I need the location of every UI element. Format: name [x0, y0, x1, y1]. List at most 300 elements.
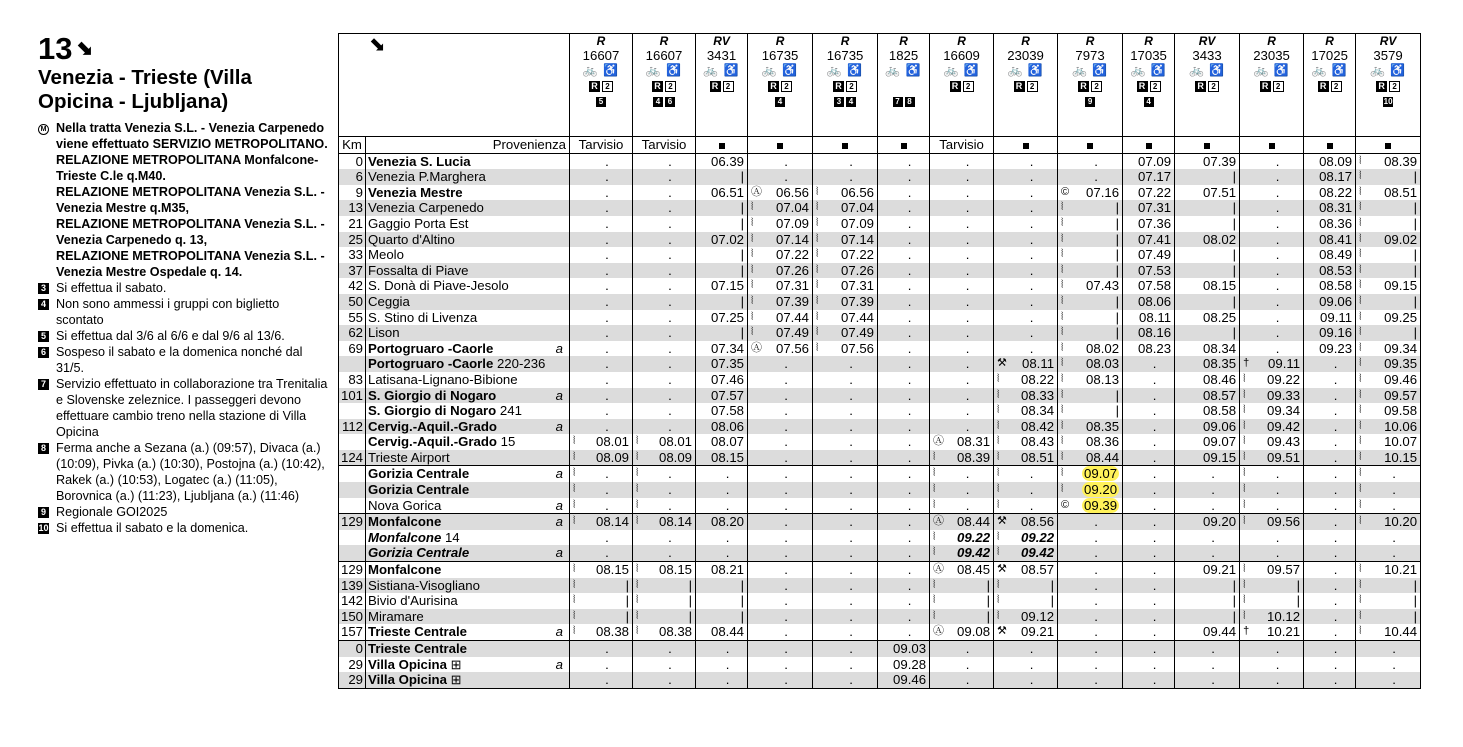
time-value: .: [784, 169, 788, 185]
time-cell: [696, 562, 748, 578]
time-cell: [994, 247, 1058, 263]
time-cell: [930, 466, 994, 482]
origin-square-icon: [719, 143, 725, 149]
time-value: .: [1333, 434, 1338, 450]
time-symbol: ⦚: [816, 248, 819, 261]
time-cell: [1304, 562, 1356, 578]
time-value: 10.07: [1384, 434, 1418, 450]
station-name: Lison: [368, 325, 400, 341]
time-value: 10.12: [1267, 608, 1301, 624]
time-cell: [633, 247, 696, 263]
train-category: R: [775, 34, 785, 48]
time-value: .: [1392, 672, 1396, 688]
class-box: 2: [1150, 81, 1161, 92]
time-value: .: [605, 247, 609, 263]
table-row: [339, 624, 1421, 640]
highlighted-time: 09.07: [1084, 466, 1118, 482]
km-cell: [339, 403, 366, 419]
table-row: [339, 388, 1421, 404]
time-cell: [930, 419, 994, 435]
bike-wheelchair-icon: 🚲 ♿: [1071, 63, 1109, 77]
time-cell: [748, 356, 813, 372]
time-cell: [1175, 466, 1240, 482]
provenienza-cell: [1304, 137, 1356, 154]
time-value: .: [725, 545, 730, 561]
origin-square-icon: [1269, 143, 1275, 149]
time-value: .: [725, 656, 730, 672]
time-symbol: ⦚: [1243, 483, 1246, 496]
time-value: .: [1029, 200, 1034, 216]
time-cell: [633, 530, 696, 546]
time-cell: [1175, 593, 1240, 609]
time-value: .: [849, 514, 853, 530]
time-value: 07.39: [841, 293, 875, 309]
time-value: .: [965, 340, 970, 356]
time-cell: [930, 450, 994, 466]
bike-wheelchair-icon: 🚲 ♿: [645, 63, 683, 77]
time-cell: [1356, 388, 1421, 404]
time-symbol: ⦚: [933, 609, 936, 622]
time-cell: [813, 247, 878, 263]
time-cell: [633, 641, 696, 657]
km-cell: 29: [339, 672, 366, 688]
time-cell: [878, 200, 930, 216]
time-cell: [633, 466, 696, 482]
time-value: 09.11: [1268, 356, 1301, 372]
station-cell: [366, 624, 570, 640]
time-cell: [994, 278, 1058, 294]
train-category: RV: [1379, 34, 1397, 48]
time-cell: [1058, 562, 1123, 578]
time-symbol: ⦚: [1061, 435, 1064, 448]
train-column-16735: [813, 34, 878, 137]
time-cell: [1058, 482, 1123, 498]
time-symbol: ⦚: [1061, 279, 1064, 292]
time-symbol: Ⓐ: [933, 435, 945, 448]
time-cell: [878, 169, 930, 185]
time-cell: [1356, 294, 1421, 310]
time-symbol: ⦚: [1359, 483, 1362, 496]
time-symbol: ⦚: [751, 232, 754, 245]
station-cell: [366, 403, 570, 419]
time-value: |: [1413, 608, 1418, 624]
time-symbol: ⦚: [1243, 450, 1246, 463]
train-column-3431: [696, 34, 748, 137]
km-cell: 101: [339, 388, 366, 404]
time-cell: [1123, 434, 1175, 450]
bike-wheelchair-icon: 🚲 ♿: [1311, 63, 1348, 77]
origin-square-icon: [1204, 143, 1210, 149]
ticket-class-boxes: [633, 78, 695, 93]
time-symbol: ⚒: [997, 357, 1007, 370]
time-value: .: [1152, 593, 1157, 609]
time-value: |: [740, 247, 745, 263]
km-cell: 150: [339, 609, 366, 625]
time-symbol: ⦚: [816, 263, 819, 276]
footnote-marks: [1175, 93, 1239, 107]
time-value: .: [668, 482, 672, 498]
class-box: R: [1014, 81, 1025, 92]
time-value: .: [1275, 466, 1280, 482]
time-cell: [813, 310, 878, 326]
time-value: 10.21: [1267, 624, 1301, 640]
class-box: 2: [723, 81, 734, 92]
time-cell: [813, 325, 878, 341]
provenienza-cell: [813, 137, 878, 154]
time-value: .: [668, 656, 672, 672]
time-value: .: [1333, 641, 1338, 656]
time-value: |: [740, 577, 745, 593]
time-cell: [633, 185, 696, 201]
time-value: .: [907, 449, 912, 465]
time-symbol: ⦚: [1359, 326, 1362, 339]
time-value: 08.51: [1021, 449, 1055, 465]
ticket-class-boxes: [930, 78, 993, 93]
time-value: .: [605, 356, 609, 372]
time-value: .: [965, 325, 970, 341]
time-value: .: [1029, 672, 1034, 688]
time-cell: [1356, 403, 1421, 419]
train-category: R: [899, 34, 908, 48]
time-value: 08.15: [659, 562, 693, 578]
time-value: 07.22: [1138, 184, 1172, 200]
time-cell: [1123, 247, 1175, 263]
time-cell: [930, 388, 994, 404]
time-cell: [930, 562, 994, 578]
time-value: 08.53: [1319, 262, 1353, 278]
time-symbol: ⦚: [1359, 419, 1362, 432]
time-symbol: ⦚: [1243, 515, 1246, 528]
time-value: .: [668, 309, 672, 325]
time-cell: [930, 247, 994, 263]
time-value: 07.56: [776, 340, 810, 356]
time-value: 09.42: [1267, 418, 1301, 434]
station-name: Venezia Carpenedo: [368, 200, 484, 216]
time-value: 07.15: [711, 278, 745, 294]
time-value: 09.42: [957, 545, 991, 561]
time-cell: [748, 153, 813, 169]
train-category: R: [659, 34, 669, 48]
time-cell: [994, 562, 1058, 578]
time-cell: [1123, 514, 1175, 530]
time-value: 08.35: [1203, 356, 1237, 372]
time-cell: [813, 562, 878, 578]
time-value: .: [849, 545, 853, 561]
time-value: |: [740, 325, 745, 341]
time-cell: [1240, 545, 1304, 561]
time-symbol: ⦚: [573, 467, 576, 480]
time-cell: [1175, 403, 1240, 419]
arrival-marker: a: [555, 418, 564, 434]
note-marker-8: 8: [38, 443, 49, 454]
table-row: [339, 310, 1421, 326]
time-cell: [748, 578, 813, 594]
table-row: [339, 419, 1421, 435]
footnote-mark: 7: [893, 97, 903, 107]
time-cell: [1123, 356, 1175, 372]
time-cell: [994, 403, 1058, 419]
time-value: .: [1152, 497, 1157, 513]
time-value: 07.04: [841, 200, 875, 216]
note-12: 10 Si effettua il sabato e la domenica.: [38, 521, 249, 535]
class-box: R: [1318, 81, 1329, 92]
time-value: .: [1211, 641, 1215, 656]
arrival-marker: a: [555, 387, 564, 403]
station-name: Villa Opicina: [368, 656, 447, 672]
time-value: .: [1152, 449, 1157, 465]
time-value: .: [1211, 497, 1215, 513]
time-symbol: ⦚: [997, 404, 1000, 417]
train-number: 16735: [826, 48, 864, 63]
time-cell: [1240, 388, 1304, 404]
time-cell: [1356, 372, 1421, 388]
time-cell: [633, 216, 696, 232]
time-cell: [570, 434, 633, 450]
time-symbol: ⦚: [751, 310, 754, 323]
time-value: .: [1029, 215, 1034, 231]
time-cell: [570, 247, 633, 263]
time-cell: [1058, 530, 1123, 546]
time-value: 08.09: [659, 449, 693, 465]
time-cell: [1356, 356, 1421, 372]
time-cell: [813, 294, 878, 310]
time-cell: [1356, 341, 1421, 357]
table-row: [339, 263, 1421, 279]
time-cell: [1240, 466, 1304, 482]
arrival-marker: a: [555, 497, 564, 513]
time-cell: [1304, 388, 1356, 404]
station-cell: [366, 294, 570, 310]
time-symbol: ⦚: [933, 498, 936, 511]
provenienza-cell: [1356, 137, 1421, 154]
time-cell: [1356, 593, 1421, 609]
time-value: .: [1392, 497, 1396, 513]
time-cell: [696, 624, 748, 640]
bike-wheelchair-icon: 🚲 ♿: [1253, 63, 1290, 77]
time-symbol: ⦚: [1359, 578, 1362, 591]
border-station-icon: ⊞: [446, 672, 462, 688]
time-cell: [1058, 434, 1123, 450]
time-value: .: [1275, 169, 1280, 185]
time-value: 09.08: [957, 624, 991, 640]
station-name: Portogruaro -Caorle: [368, 340, 494, 356]
class-box: R: [1260, 81, 1271, 92]
time-cell: [930, 514, 994, 530]
time-value: .: [784, 449, 788, 465]
time-value: .: [605, 371, 609, 387]
time-value: 07.16: [1086, 184, 1120, 200]
time-value: .: [1275, 641, 1280, 656]
time-value: 09.11: [1320, 309, 1353, 325]
time-value: .: [784, 153, 788, 169]
time-cell: [1240, 593, 1304, 609]
time-value: .: [1094, 656, 1098, 672]
time-value: .: [605, 387, 609, 403]
time-cell: [1123, 200, 1175, 216]
time-cell: [1304, 545, 1356, 561]
class-box: 2: [781, 81, 792, 92]
time-value: .: [1211, 466, 1215, 482]
station-name: Villa Opicina: [368, 672, 447, 688]
time-cell: [696, 514, 748, 530]
time-value: 08.17: [1319, 169, 1353, 185]
time-cell: [748, 247, 813, 263]
time-value: 08.01: [596, 434, 630, 450]
time-cell: [1356, 200, 1421, 216]
time-value: .: [605, 340, 609, 356]
time-value: .: [725, 529, 730, 545]
time-value: .: [1333, 529, 1338, 545]
time-cell: [570, 216, 633, 232]
time-cell: [994, 482, 1058, 498]
ticket-class-boxes: [570, 78, 632, 93]
km-cell: [339, 482, 366, 498]
time-cell: [878, 672, 930, 688]
time-cell: [930, 372, 994, 388]
train-category: R: [1267, 34, 1276, 48]
time-cell: [1356, 466, 1421, 482]
time-value: 08.03: [1086, 356, 1120, 372]
time-symbol: ⦚: [751, 263, 754, 276]
time-symbol: ⦚: [1359, 232, 1362, 245]
time-symbol: ⦚: [997, 388, 1000, 401]
time-cell: [696, 657, 748, 673]
table-row: [339, 294, 1421, 310]
time-cell: [1240, 657, 1304, 673]
time-cell: [1356, 232, 1421, 248]
time-value: |: [1115, 200, 1120, 216]
time-value: .: [1333, 608, 1338, 624]
time-symbol: ⦚: [1359, 404, 1362, 417]
station-name: S. Giorgio di Nogaro: [368, 387, 497, 403]
time-value: .: [965, 278, 970, 294]
time-symbol: ⦚: [1061, 294, 1064, 307]
time-value: .: [849, 672, 853, 688]
time-cell: [1123, 562, 1175, 578]
note-marker-4: 4: [38, 299, 49, 310]
time-cell: [1356, 325, 1421, 341]
time-value: |: [625, 608, 630, 624]
time-symbol: ⦚: [816, 216, 819, 229]
time-value: .: [907, 545, 912, 561]
time-value: 07.39: [1203, 153, 1237, 169]
table-row: [339, 562, 1421, 578]
footnote-marks: [994, 93, 1057, 107]
time-cell: [1356, 672, 1421, 688]
time-symbol: ⦚: [1243, 467, 1246, 480]
time-value: |: [740, 200, 745, 216]
time-value: .: [1275, 672, 1280, 688]
time-cell: [570, 624, 633, 640]
train-category: R: [1021, 34, 1030, 48]
time-value: 08.09: [596, 449, 630, 465]
time-value: 07.09: [841, 215, 875, 231]
time-cell: [994, 153, 1058, 169]
time-cell: [1175, 545, 1240, 561]
time-value: 09.43: [1267, 434, 1301, 450]
time-cell: [1240, 356, 1304, 372]
note-marker-3: 3: [38, 283, 49, 294]
time-cell: [1240, 434, 1304, 450]
border-station-icon: ⊞: [446, 656, 462, 672]
time-cell: [748, 169, 813, 185]
time-value: 08.14: [596, 514, 630, 530]
time-symbol: ⦚: [573, 435, 576, 448]
time-cell: [1058, 153, 1123, 169]
time-value: .: [784, 356, 788, 372]
time-symbol: ⦚: [997, 594, 1000, 607]
time-cell: [633, 169, 696, 185]
time-symbol: ⦚: [636, 578, 639, 591]
time-cell: [930, 153, 994, 169]
time-value: .: [1333, 514, 1338, 530]
station-cell: [366, 185, 570, 201]
time-value: 06.56: [776, 184, 810, 200]
train-category: R: [1325, 34, 1334, 48]
time-value: .: [849, 466, 853, 482]
time-value: .: [1029, 293, 1034, 309]
bike-wheelchair-icon: 🚲 ♿: [1188, 63, 1226, 77]
origin-square-icon: [1385, 143, 1391, 149]
station-name: Fossalta di Piave: [368, 262, 469, 278]
time-value: 09.46: [1384, 371, 1418, 387]
train-number: 7973: [1075, 48, 1105, 63]
time-symbol: ⦚: [636, 563, 639, 576]
km-cell: 142: [339, 593, 366, 609]
time-value: .: [1275, 340, 1280, 356]
time-value: 09.02: [1384, 231, 1418, 247]
time-cell: [1058, 278, 1123, 294]
km-cell: 62: [339, 325, 366, 341]
time-value: |: [740, 608, 745, 624]
table-row: [339, 514, 1421, 530]
time-cell: [930, 341, 994, 357]
time-cell: [696, 294, 748, 310]
time-value: 10.21: [1384, 562, 1418, 578]
time-cell: [1123, 450, 1175, 466]
time-symbol: ⦚: [1359, 279, 1362, 292]
time-cell: [570, 482, 633, 498]
time-value: .: [1275, 200, 1280, 216]
time-value: .: [907, 624, 912, 640]
time-cell: [813, 403, 878, 419]
time-cell: [813, 657, 878, 673]
origin-square-icon: [1087, 143, 1093, 149]
note-marker-6: 6: [38, 347, 49, 358]
time-value: |: [740, 262, 745, 278]
station-cell: [366, 200, 570, 216]
time-value: .: [1094, 624, 1098, 640]
train-number: 23039: [1007, 48, 1044, 63]
train-column-23039: [994, 34, 1058, 137]
class-box: R: [1195, 81, 1206, 92]
time-value: .: [1275, 247, 1280, 263]
time-cell: [878, 325, 930, 341]
time-cell: [1058, 578, 1123, 594]
time-cell: [633, 609, 696, 625]
time-value: 09.06: [1319, 293, 1353, 309]
time-value: 08.36: [1086, 434, 1120, 450]
time-value: |: [1115, 262, 1120, 278]
time-cell: [878, 263, 930, 279]
time-value: .: [849, 371, 853, 387]
time-cell: [994, 356, 1058, 372]
time-cell: [633, 325, 696, 341]
time-cell: [1240, 498, 1304, 514]
station-cell: [366, 672, 570, 688]
time-cell: [1058, 657, 1123, 673]
time-cell: [696, 372, 748, 388]
